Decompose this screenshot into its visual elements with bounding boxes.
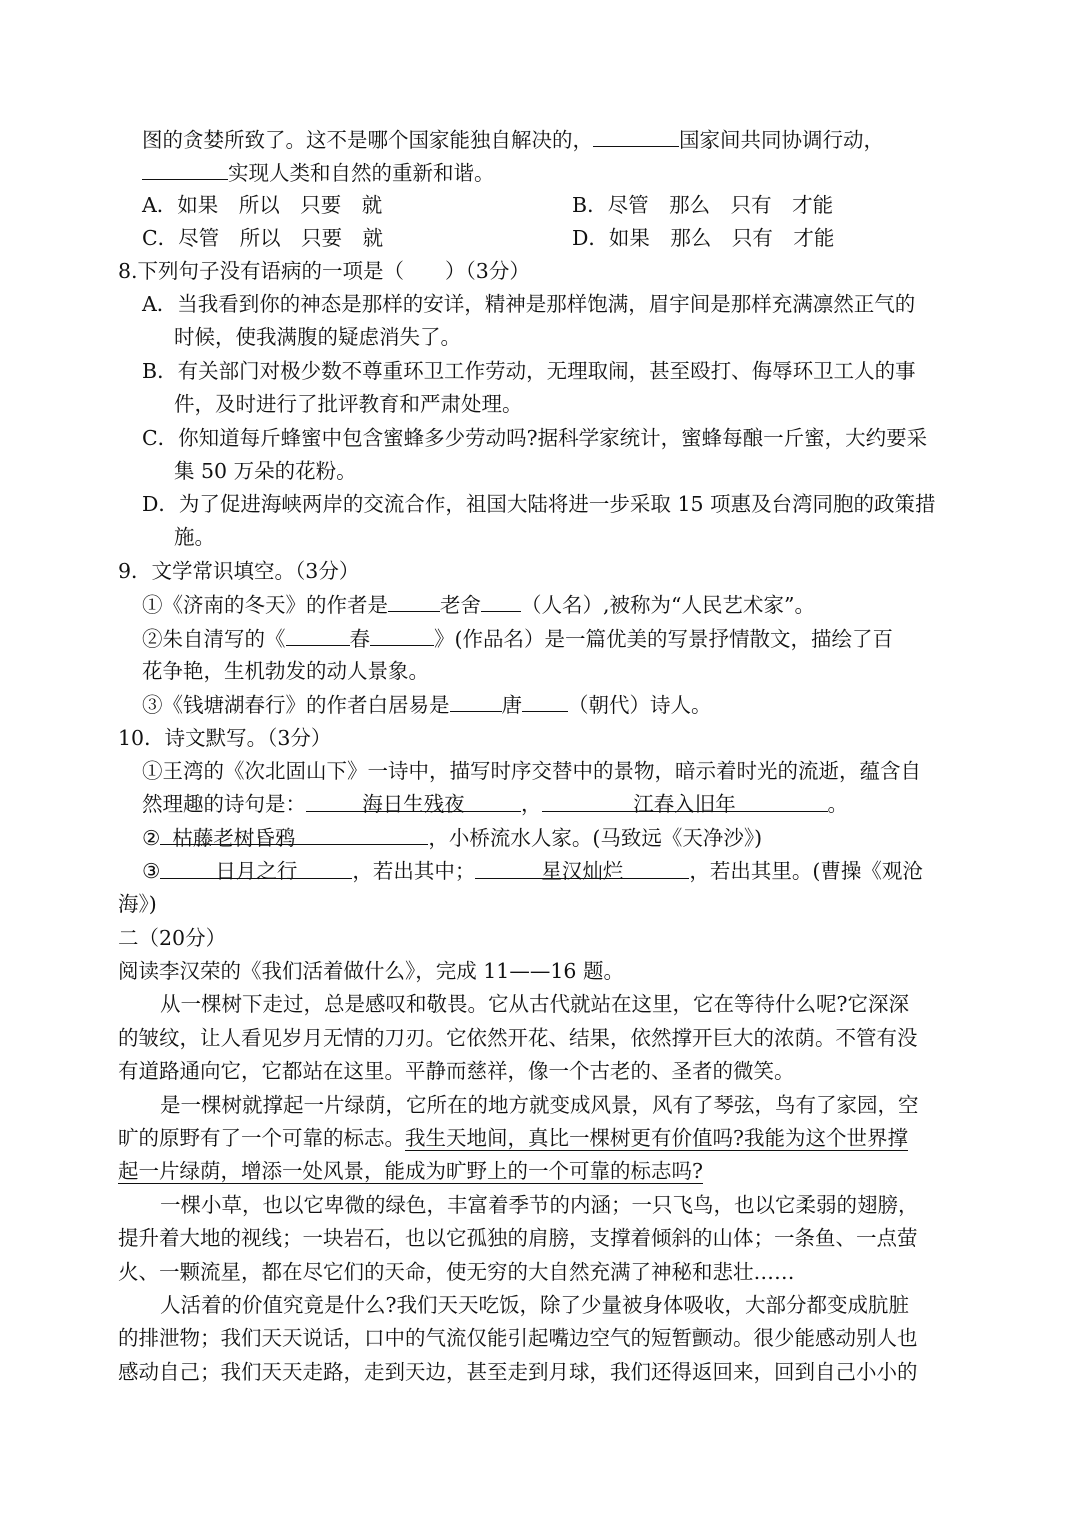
q9-text: 》(作品名）是一篇优美的写景抒情散文，描绘了百 (434, 627, 893, 651)
fill-blank (160, 858, 352, 883)
q9-text: （朝代）诗人。 (568, 693, 712, 717)
fill-blank (522, 691, 568, 712)
q10-item-2 (142, 825, 762, 851)
q7-option-d: D．如果 那么 只有 才能 (572, 226, 835, 250)
q10-stem: 10．诗文默写。（3分） (118, 726, 332, 750)
q8-option-c-cont: 集 50 万朵的花粉。 (174, 459, 357, 483)
q8-stem: 8.下列句子没有语病的一项是（ ）（3分） (118, 259, 530, 283)
passage-p1-line-1: 从一棵树下走过，总是感叹和敬畏。它从古代就站在这里，它在等待什么呢?它深深 (160, 992, 909, 1016)
q7-line-2 (142, 159, 495, 186)
q9-item-2 (142, 625, 893, 652)
fill-blank (160, 825, 428, 850)
q10-text: ② (142, 826, 161, 850)
fill-blank (306, 791, 521, 816)
q9-item-1 (142, 591, 815, 618)
section-intro: 阅读李汉荣的《我们活着做什么》，完成 11——16 题。 (118, 959, 624, 983)
q9-item-2-cont: 花争艳，生机勃发的动人景象。 (142, 659, 429, 683)
q7-option-c: C．尽管 所以 只要 就 (142, 226, 384, 250)
fill-blank (370, 625, 434, 646)
fill-blank (286, 625, 350, 646)
q9-text: ①《济南的冬天》的作者是 (142, 593, 388, 617)
q10-text: ，若出其里。(曹操《观沧 (689, 859, 923, 883)
q10-answer: 江春入旧年 (633, 792, 736, 816)
section-heading: 二（20分） (118, 926, 227, 950)
passage-p3-line-3: 火、一颗流星，都在尽它们的天命，使无穷的大自然充满了神秘和悲壮…… (118, 1260, 795, 1284)
passage-p1-line-2: 的皱纹，让人看见岁月无情的刀刃。它依然开花、结果，依然撑开巨大的浓荫。不管有没 (118, 1026, 918, 1050)
fill-blank (481, 591, 521, 612)
q7-text: 实现人类和自然的重新和谐。 (228, 161, 495, 185)
underlined-sentence: 起一片绿荫，增添一处风景，能成为旷野上的一个可靠的标志吗? (118, 1159, 703, 1183)
passage-p2-line-3 (118, 1158, 703, 1184)
q10-text: ③ (142, 859, 161, 883)
q10-item-3 (142, 858, 923, 884)
q10-item-1: ①王湾的《次北固山下》一诗中，描写时序交替中的景物，暗示着时光的流逝，蕴含自 (142, 759, 921, 783)
passage-p4-line-2: 的排泄物；我们天天说话，口中的气流仅能引起嘴边空气的短暂颤动。很少能感动别人也 (118, 1326, 918, 1350)
q7-text: 国家间共同协调行动， (679, 128, 884, 152)
q7-line-1 (142, 126, 884, 153)
q9-answer: 春 (349, 627, 370, 651)
q9-answer: 老舍 (440, 593, 481, 617)
passage-p2-line-2 (118, 1125, 908, 1151)
q8-option-b-cont: 件，及时进行了批评教育和严肃处理。 (174, 392, 523, 416)
q8-option-d: D．为了促进海峡两岸的交流合作，祖国大陆将进一步采取 15 项惠及台湾同胞的政策措 (142, 492, 936, 516)
q7-text: 图的贪婪所致了。这不是哪个国家能独自解决的， (142, 128, 593, 152)
q7-option-a: A．如果 所以 只要 就 (142, 193, 383, 217)
fill-blank (388, 591, 440, 612)
q10-item-3-cont: 海》) (118, 892, 157, 916)
fill-blank (593, 126, 679, 147)
q9-answer: 唐 (501, 693, 522, 717)
passage-p4-line-3: 感动自己；我们天天走路，走到天边，甚至走到月球，我们还得返回来，回到自己小小的 (118, 1360, 918, 1384)
q10-text: ，若出其中； (352, 859, 476, 883)
q9-text: （人名）,被称为“人民艺术家”。 (521, 593, 815, 617)
q9-stem: 9．文学常识填空。（3分） (118, 559, 360, 583)
q10-answer: 枯藤老树昏鸦 (172, 826, 296, 850)
passage-p1-line-3: 有道路通向它，它都站在这里。平静而慈祥，像一个古老的、圣者的微笑。 (118, 1059, 795, 1083)
passage-p4-line-1: 人活着的价值究竟是什么?我们天天吃饭，除了少量被身体吸收，大部分都变成肮脏 (160, 1293, 909, 1317)
fill-blank (142, 159, 228, 180)
passage-p3-line-2: 提升着大地的视线；一块岩石，也以它孤独的肩膀，支撑着倾斜的山体；一条鱼、一点萤 (118, 1226, 918, 1250)
q9-text: ③《钱塘湖春行》的作者白居易是 (142, 693, 450, 717)
q10-comma: ， (521, 792, 542, 816)
q8-option-d-cont: 施。 (174, 525, 215, 549)
passage-p3-line-1: 一棵小草，也以它卑微的绿色，丰富着季节的内涵；一只飞鸟，也以它柔弱的翅膀， (160, 1193, 919, 1217)
q8-option-b: B．有关部门对极少数不尊重环卫工作劳动，无理取闹，甚至殴打、侮辱环卫工人的事 (142, 359, 916, 383)
fill-blank (450, 691, 502, 712)
passage-p2-line-1: 是一棵树就撑起一片绿荫，它所在的地方就变成风景，风有了琴弦，鸟有了家园，空 (160, 1093, 919, 1117)
q10-answer: 海日生残夜 (362, 792, 465, 816)
q10-answer: 星汉灿烂 (541, 859, 624, 883)
q10-text: ，小桥流水人家。(马致远《天净沙》) (428, 826, 763, 850)
q9-text: ②朱自清写的《 (142, 627, 286, 651)
q7-option-b: B．尽管 那么 只有 才能 (572, 193, 834, 217)
q10-answer: 日月之行 (215, 859, 298, 883)
q10-item-1-cont (142, 791, 848, 817)
q9-item-3 (142, 691, 712, 718)
fill-blank (475, 858, 689, 883)
q8-option-a-cont: 时候，使我满腹的疑虑消失了。 (174, 325, 461, 349)
q10-period: 。 (827, 792, 848, 816)
q8-option-a: A．当我看到你的神态是那样的安详，精神是那样饱满，眉宇间是那样充满凛然正气的 (142, 292, 916, 316)
underlined-sentence: 我生天地间，真比一棵树更有价值吗?我能为这个世界撑 (405, 1126, 908, 1150)
q10-text: 然理趣的诗句是： (142, 792, 306, 816)
q8-option-c: C．你知道每斤蜂蜜中包含蜜蜂多少劳动吗?据科学家统计，蜜蜂每酿一斤蜜，大约要采 (142, 426, 928, 450)
fill-blank (542, 791, 828, 816)
passage-text: 旷的原野有了一个可靠的标志。 (118, 1126, 405, 1150)
